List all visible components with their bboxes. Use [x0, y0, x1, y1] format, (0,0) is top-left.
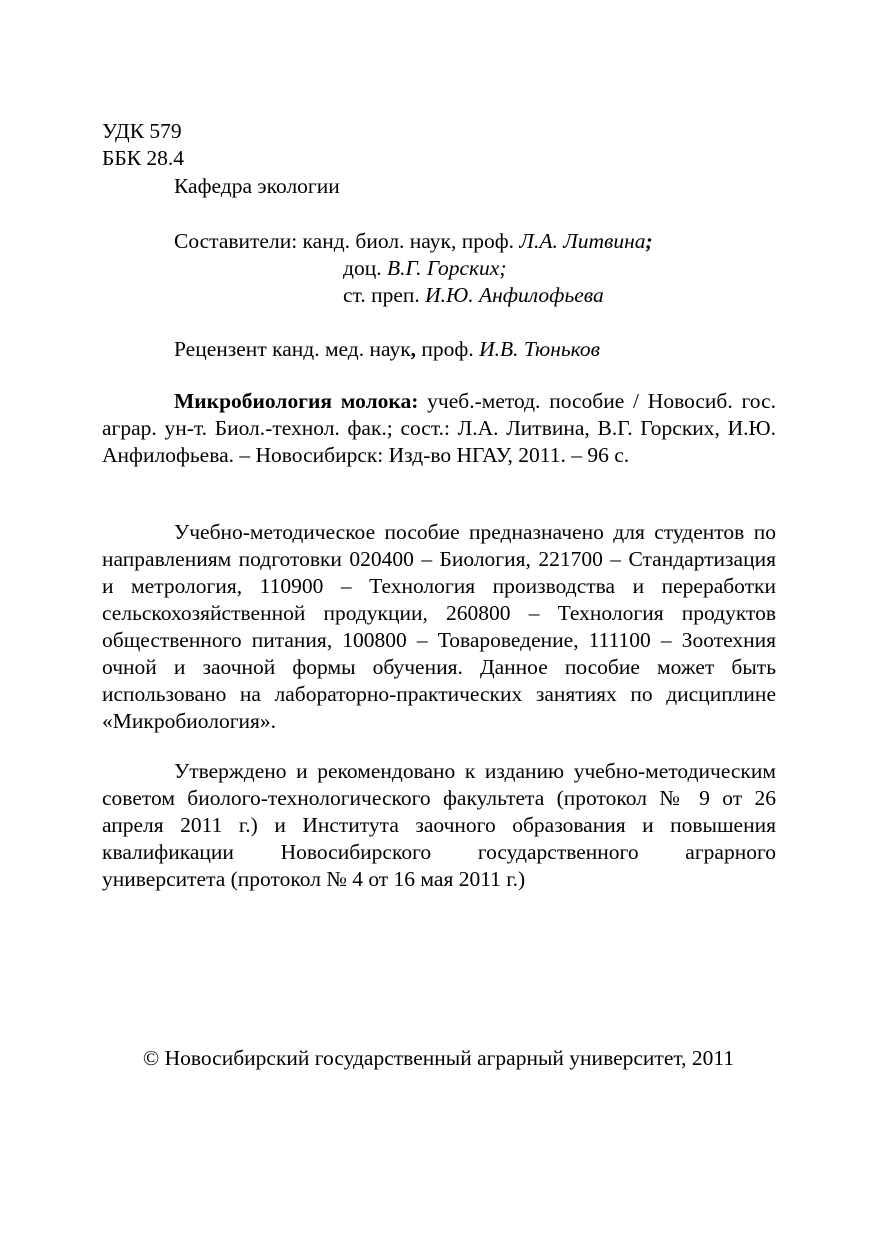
copyright-notice: © Новосибирский государственный аграрный университет, 2011	[142, 1046, 735, 1070]
book-title: Микробиология молока:	[174, 389, 419, 413]
bbk-code: ББК 28.4	[102, 146, 185, 170]
udc-code: УДК 579	[102, 119, 182, 143]
compiler-third-prefix: ст. преп.	[343, 283, 426, 307]
bibliographic-record	[102, 388, 776, 469]
annotation-paragraph: Учебно-методическое пособие предназначено для студентов по направлениям подготовки 020400 – Биология, 221700 – Стандартизация и метрология, 110900 – Технология производства и переработки сельскохозяйственной продукции, 260800 – Технология продуктов общественного питания, 100800 – Товароведение, 111100 – Зоотехния очной и заочной формы обучения. Данное пособие может быть использовано на лабораторно-практических занятиях по дисциплине «Микробиология».	[102, 520, 776, 733]
reviewer-line	[174, 336, 600, 363]
approval-paragraph: Утверждено и рекомендовано к изданию учебно-методическим советом биолого-технологического факультета (протокол № 9 от 26 апреля 2011 г.) и Института заочного образования и повышения квалификации Новосибирского государственного аграрного университета (протокол № 4 от 16 мая 2011 г.)	[102, 759, 776, 891]
reviewer-name: И.В. Тюньков	[479, 337, 600, 361]
reviewer-comma: ,	[410, 337, 417, 361]
classification-codes	[102, 118, 184, 172]
compiler-third-name: И.Ю. Анфилофьева	[425, 283, 604, 307]
compiler-first-separator: ;	[645, 229, 653, 253]
compiler-second-prefix: доц.	[343, 256, 387, 280]
reviewer-prefix: Рецензент канд. мед. наук	[174, 337, 411, 361]
compiler-second-line	[343, 255, 507, 282]
compiler-second-name: В.Г. Горских;	[386, 256, 507, 280]
bibliographic-details: учеб.-метод. пособие / Новосиб. гос. аграр. ун-т. Биол.-технол. фак.; сост.: Л.А. Литвина, В.Г. Горских, И.Ю. Анфилофьева. – Новосибирск: Изд-во НГАУ, 2011. – 96 с.	[102, 389, 776, 467]
compiler-third-line	[343, 282, 604, 309]
compilers-line	[174, 228, 653, 255]
compiler-first-name: Л.А. Литвина	[519, 229, 646, 253]
department-name: Кафедра экологии	[174, 174, 340, 198]
reviewer-title: проф.	[416, 337, 480, 361]
compilers-label: Составители: канд. биол. наук, проф.	[174, 229, 520, 253]
